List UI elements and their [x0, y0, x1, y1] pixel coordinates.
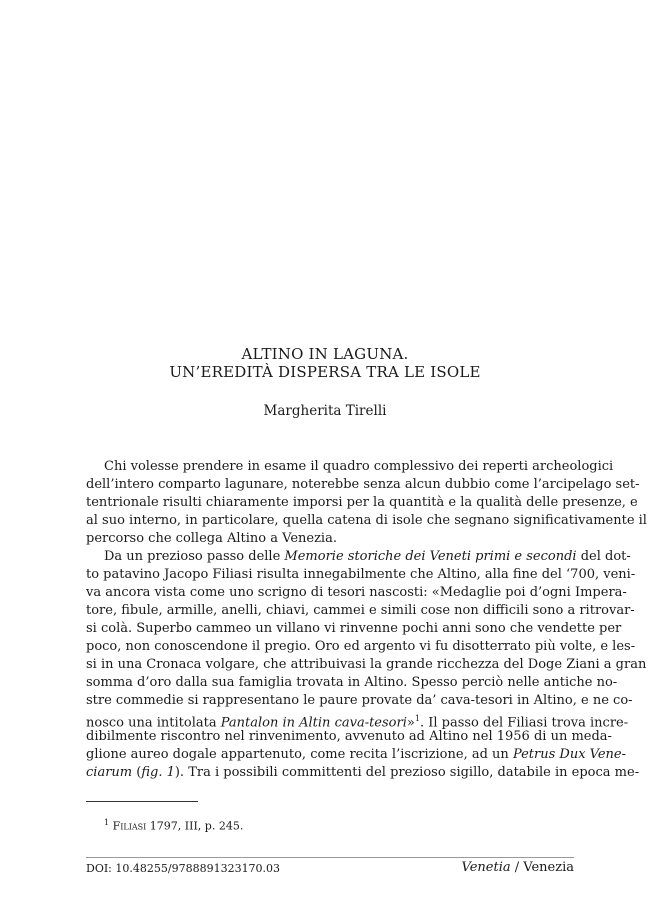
paragraph-2-line: [86, 764, 640, 782]
book-title: Memorie storiche dei Veneti primi e secondi: [284, 549, 577, 564]
article-title-line-2: UN’EREDITÀ DISPERSA TRA LE ISOLE: [169, 363, 481, 381]
inscription-text: ciarum: [86, 765, 133, 780]
paragraph-2-line: va ancora vista come uno scrigno di tesori nascosti: «Medaglie poi d’ogni Impera-: [86, 585, 627, 600]
series-location: / Venezia: [510, 860, 574, 875]
play-title: Pantalon in Altin cava-tesori: [220, 715, 407, 731]
paragraph-2-line: [86, 746, 627, 764]
text-run: ). Tra i possibili committenti del prezioso sigillo, databile in epoca me-: [174, 765, 640, 780]
footer-divider: [86, 857, 574, 858]
text-run: »: [406, 715, 415, 731]
text-run: (: [132, 765, 142, 780]
paragraph-2-line: to patavino Jacopo Filiasi risulta innegabilmente che Altino, alla fine del ‘700, veni-: [86, 567, 636, 582]
footnote-text: 1797, III, p. 245.: [146, 819, 244, 833]
figure-reference[interactable]: fig. 1: [141, 765, 175, 780]
footnote-number: 1: [104, 818, 110, 827]
footnote: [104, 818, 243, 833]
text-run: del dot-: [576, 549, 631, 564]
text-run: glione aureo dogale appartenuto, come recita l’iscrizione, ad un: [86, 747, 513, 762]
paragraph-1-line: al suo interno, in particolare, quella catena di isole che segnano significativamente il: [86, 513, 647, 528]
article-title-line-1: ALTINO IN LAGUNA.: [241, 345, 409, 363]
paragraph-2-line: somma d’oro dalla sua famiglia trovata in Altino. Spesso perciò nelle antiche no-: [86, 675, 618, 690]
doi-text: DOI: 10.48255/9788891323170.03: [86, 862, 281, 875]
text-run: . Il passo del Filiasi trova incre-: [419, 715, 629, 731]
footnote-reference[interactable]: 1: [414, 714, 420, 723]
paragraph-2-line: [104, 548, 631, 566]
paragraph-2-line: tore, fibule, armille, anelli, chiavi, cammei e simili cose non difficili sono a ritrovar-: [86, 603, 635, 618]
paragraph-2-line: si in una Cronaca volgare, che attribuivasi la grande ricchezza del Doge Ziani a gran: [86, 657, 647, 672]
inscription-text: Petrus Dux Vene-: [512, 747, 627, 762]
paragraph-2-line: stre commedie si rappresentano le paure provate da’ cava-tesori in Altino, e ne co-: [86, 693, 633, 708]
paragraph-1-line: percorso che collega Altino a Venezia.: [86, 531, 337, 546]
series-title: [462, 860, 574, 875]
text-run: Da un prezioso passo delle: [104, 549, 285, 564]
paragraph-1-line: Chi volesse prendere in esame il quadro complessivo dei reperti archeologici: [104, 459, 614, 474]
text-run: nosco una intitolata: [86, 715, 221, 731]
paragraph-2-line: dibilmente riscontro nel rinvenimento, avvenuto ad Altino nel 1956 di un meda-: [86, 729, 612, 744]
paragraph-2-line: si colà. Superbo cammeo un villano vi rinvenne pochi anni sono che vendette per: [86, 621, 622, 636]
footnote-divider: [86, 801, 198, 802]
author-name: Margherita Tirelli: [263, 403, 387, 419]
paragraph-2-line: poco, non conoscendone il pregio. Oro ed argento vi fu disotterrato più volte, e les-: [86, 639, 636, 654]
paragraph-1-line: tentrionale risulti chiaramente imporsi per la quantità e la qualità delle presenze, e: [86, 495, 638, 510]
footnote-author: Filiasi: [112, 819, 147, 833]
paragraph-1-line: dell’intero comparto lagunare, noterebbe senza alcun dubbio come l’arcipelago set-: [86, 477, 640, 492]
series-name: Venetia: [461, 860, 511, 875]
